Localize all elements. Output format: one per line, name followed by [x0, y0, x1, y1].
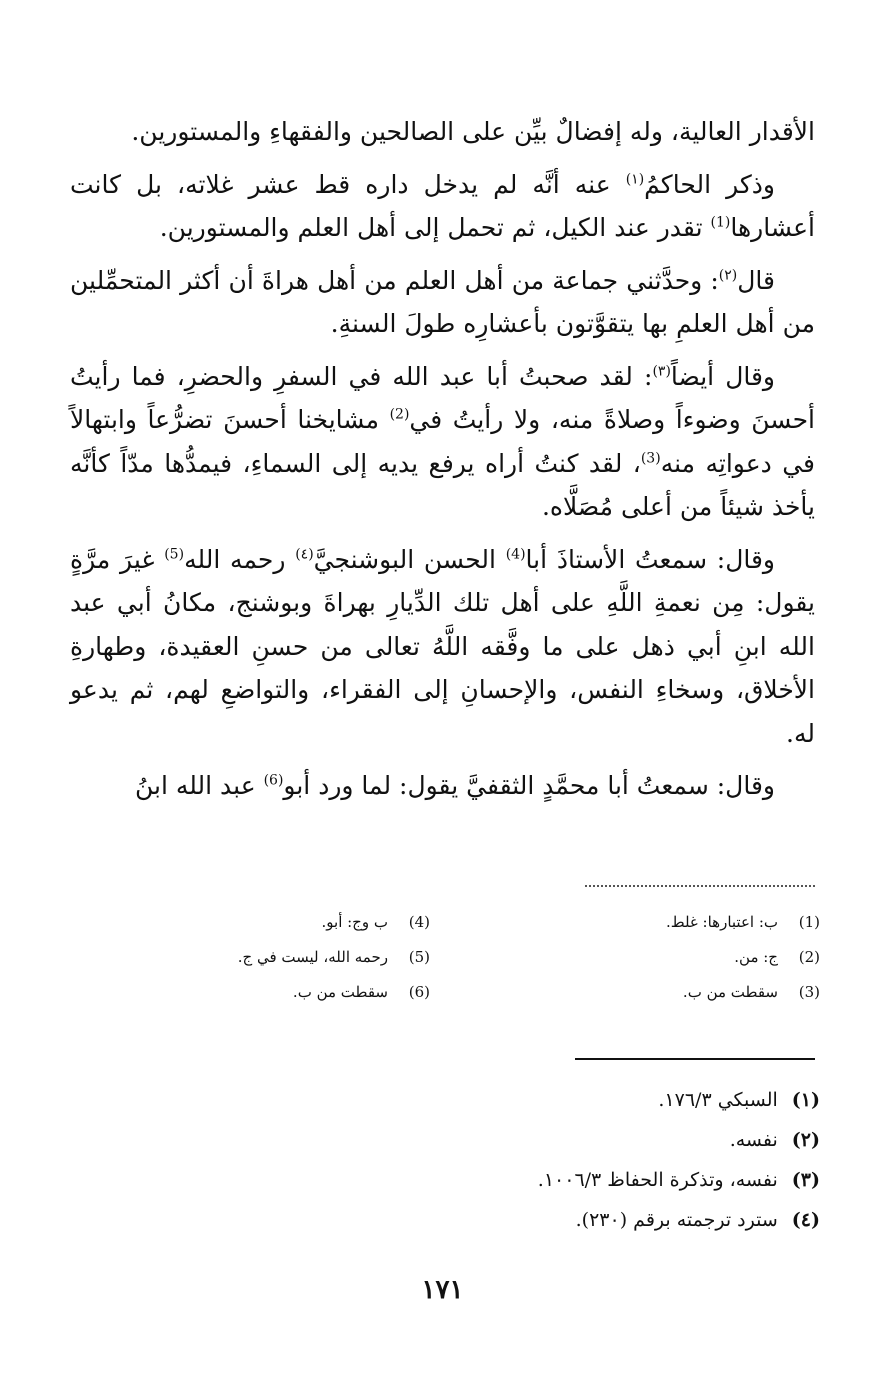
footnote-marker: (5): [164, 546, 185, 563]
paragraph-text: عبد الله ابنُ: [134, 771, 264, 800]
paragraph-text: الأقدار العالية، وله إفضالٌ بيِّن على الصالحين والفقهاءِ والمستورين.: [131, 117, 815, 146]
footnote-marker: (٢): [718, 267, 738, 284]
variant-note: [180, 940, 430, 975]
variant-note: [180, 905, 430, 940]
paragraph-text: تقدر عند الكيل، ثم تحمل إلى أهل العلم والمستورين.: [159, 213, 711, 242]
footnote-marker: (6): [263, 772, 284, 789]
footnote-marker: (4): [505, 546, 526, 563]
footnote-text: سترد ترجمته برقم (٢٣٠).: [575, 1209, 778, 1231]
variant-note: [560, 940, 820, 975]
footnotes: [400, 1080, 820, 1240]
main-text: [70, 110, 815, 817]
footnote-number: (٢): [791, 1129, 820, 1151]
footnote-marker: (1): [710, 214, 731, 231]
footnote-number: (٣): [791, 1169, 820, 1191]
footnote: [400, 1200, 820, 1240]
variant-notes-separator: [585, 885, 815, 887]
footnote-marker: (٤): [295, 546, 314, 563]
footnote-marker: (٣): [652, 363, 671, 380]
variant-note-text: ب وج: أبو.: [321, 913, 388, 931]
variant-note-number: (3): [798, 983, 820, 1001]
paragraph: [70, 538, 815, 756]
paragraph-text: وقال أيضاً: [670, 361, 775, 391]
footnote-text: نفسه، وتذكرة الحفاظ ١٠٠٦/٣.: [537, 1169, 778, 1191]
footnote: [400, 1120, 820, 1160]
footnote: [400, 1080, 820, 1120]
paragraph-text: رحمه الله: [184, 544, 296, 574]
footnote-text: نفسه.: [729, 1129, 778, 1151]
footnote-marker: (2): [389, 406, 410, 423]
variant-notes-left: [180, 905, 430, 1010]
footnotes-separator: [575, 1058, 815, 1060]
footnote-marker: (١): [625, 171, 645, 188]
variant-note-text: سقطت من ب.: [682, 983, 778, 1001]
variant-note: [560, 975, 820, 1010]
paragraph-text: غيرَ مرَّةٍ يقول: مِن نعمةِ اللَّهِ على أهل تلك الدِّيارِ بهراةَ وبوشنج، مكانُ أبي عبد الله ابنِ أبي ذهل على ما وفَّقه اللَّهُ تعالى من حسنِ العقيدة، وطهارةِ الأخلاق، وسخاءِ النفس، والإحسانِ إلى الفقراء، والتواضعِ لهم، ثم يدعو له.: [70, 544, 815, 748]
paragraph-text: عنه أنَّه لم يدخل داره قط عشر غلاته، بل كانت أعشارها: [70, 169, 815, 242]
paragraph-text: وذكر الحاكمُ: [644, 169, 775, 199]
paragraph: [70, 764, 815, 808]
footnote-number: (١): [791, 1089, 820, 1111]
paragraph-text: وقال: سمعتُ الأستاذَ أبا: [525, 544, 775, 574]
variant-note-number: (2): [798, 948, 820, 966]
paragraph-text: : وحدَّثني جماعة من أهل العلم من أهل هراةَ أن أكثر المتحمِّلين من أهل العلمِ بها يتقوَّتون بأعشارِه طولَ السنةِ.: [70, 265, 815, 338]
variant-note-number: (6): [408, 983, 430, 1001]
paragraph: [70, 110, 815, 154]
variant-note-number: (4): [408, 913, 430, 931]
footnote-text: السبكي ١٧٦/٣.: [658, 1089, 778, 1111]
variant-note-text: سقطت من ب.: [292, 983, 388, 1001]
variant-note-text: ب: اعتبارها: غلط.: [665, 913, 778, 931]
paragraph-text: مشايخنا أحسنَ تضرُّعاً وابتهالاً في دعواتِه منه: [70, 405, 815, 478]
paragraph: [70, 355, 815, 529]
paragraph-text: : لقد صحبتُ أبا عبد الله في السفرِ والحضرِ، فما رأيتُ أحسنَ وضوءاً وصلاةً منه، ولا رأيتُ في: [70, 361, 815, 434]
variant-note-number: (1): [798, 913, 820, 931]
variant-note-text: ج: من.: [734, 948, 778, 966]
paragraph: [70, 163, 815, 250]
paragraph: [70, 259, 815, 346]
paragraph-text: ، لقد كنتُ أراه يرفع يديه إلى السماءِ، فيمدُّها مدّاً كأنَّه يأخذ شيئاً من أعلى مُصَلَّاه.: [70, 448, 815, 521]
footnote-marker: (3): [640, 450, 661, 467]
variant-note: [560, 905, 820, 940]
variant-note: [180, 975, 430, 1010]
variant-note-text: رحمه الله، ليست في ج.: [237, 948, 388, 966]
paragraph-text: قال: [737, 265, 775, 295]
page-number: ١٧١: [421, 1275, 464, 1305]
variant-notes-right: [560, 905, 820, 1010]
variant-note-number: (5): [408, 948, 430, 966]
footnote: [400, 1160, 820, 1200]
paragraph-text: وقال: سمعتُ أبا محمَّدٍ الثقفيَّ يقول: لما ورد أبو: [283, 771, 775, 800]
footnote-number: (٤): [791, 1209, 820, 1231]
paragraph-text: الحسن البوشنجيَّ: [313, 544, 506, 574]
